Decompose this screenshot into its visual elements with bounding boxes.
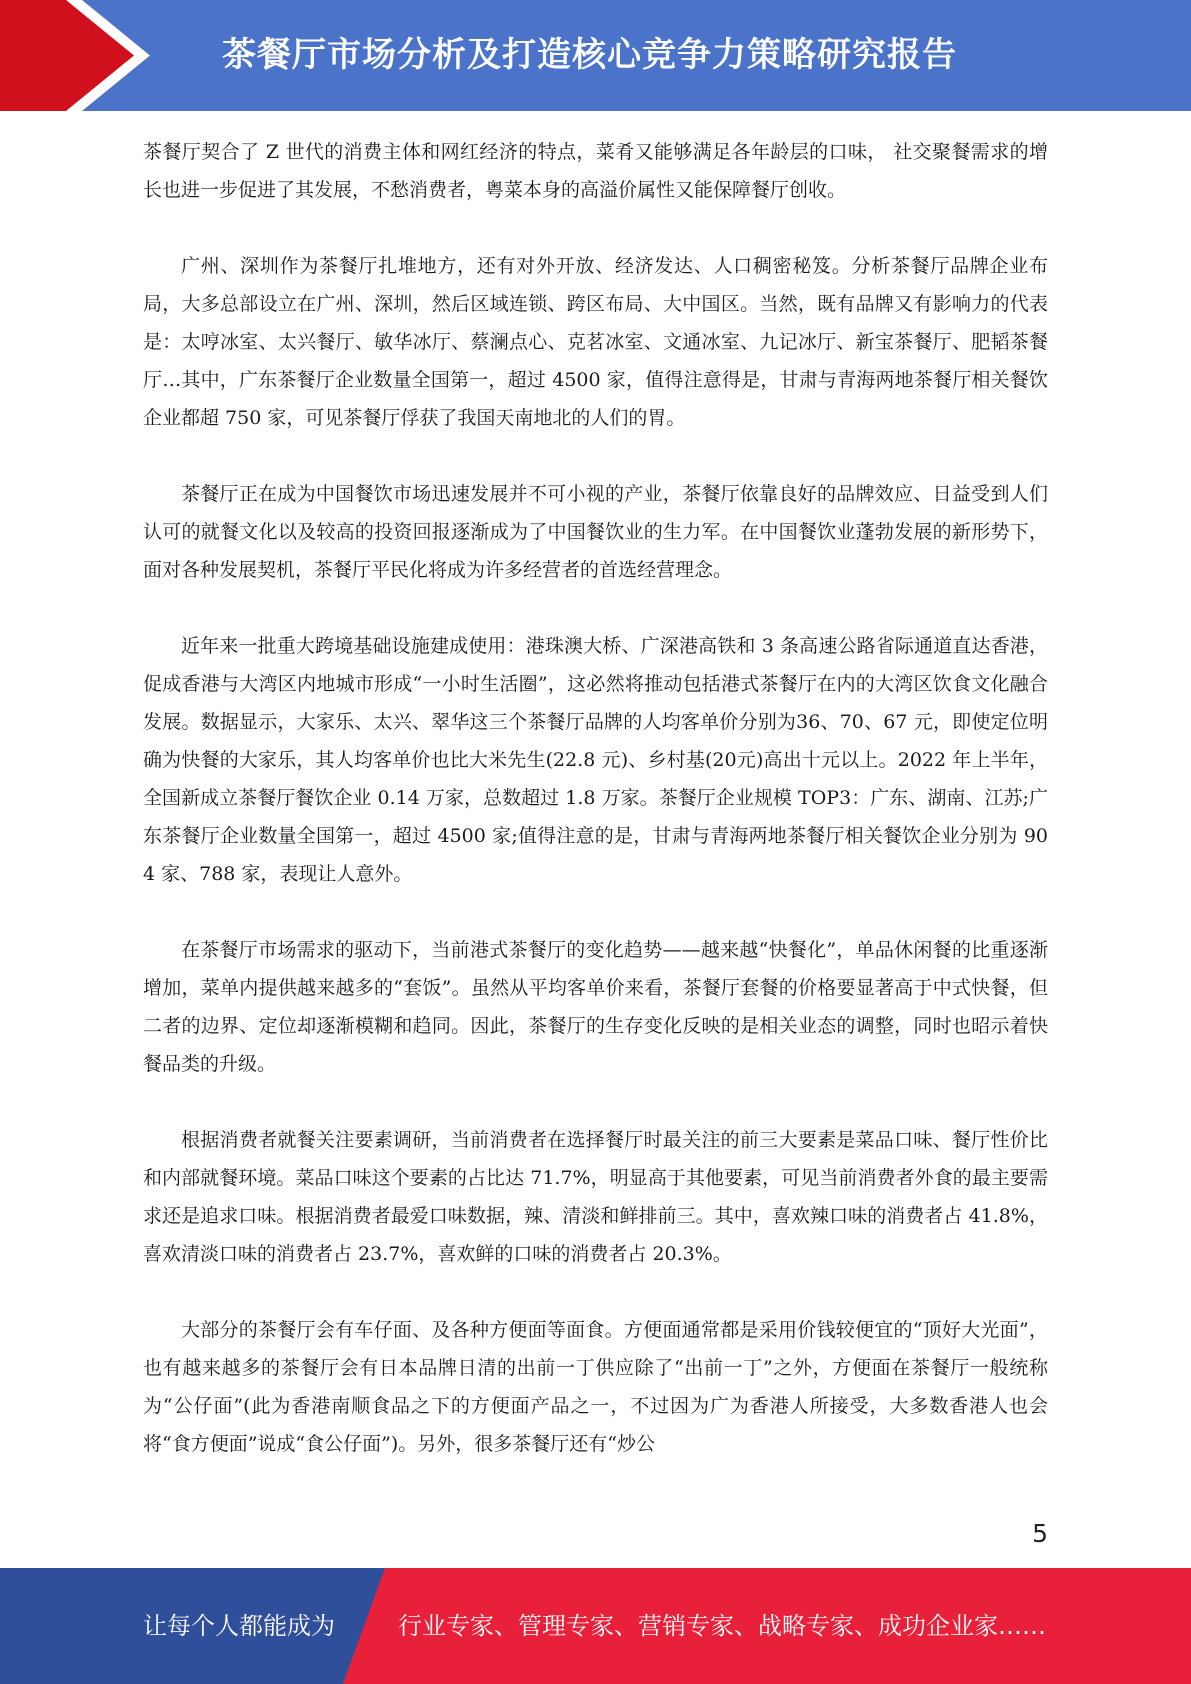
paragraph: 茶餐厅契合了 Z 世代的消费主体和网红经济的特点，菜肴又能够满足各年龄层的口味， 社交聚餐需求的增长也进一步促进了其发展，不愁消费者，粤菜本身的高溢价属性又能保障餐厅创收。: [143, 141, 1048, 201]
paragraph: 根据消费者就餐关注要素调研，当前消费者在选择餐厅时最关注的前三大要素是菜品口味、餐厅性价比和内部就餐环境。菜品口味这个要素的占比达 71.7%，明显高于其他要素，可见当前消费者外食的最主要需求还是追求口味。根据消费者最爱口味数据，辣、清淡和鲜排前三。其中，喜欢辣口味的消费者占 41.8%，喜欢清淡口味的消费者占 23.7%，喜欢鲜的口味的消费者占 20.3%。: [143, 1129, 1048, 1265]
paragraph: 茶餐厅正在成为中国餐饮市场迅速发展并不可小视的产业，茶餐厅依靠良好的品牌效应、日益受到人们认可的就餐文化以及较高的投资回报逐渐成为了中国餐饮业的生力军。在中国餐饮业蓬勃发展的新形势下，面对各种发展契机，茶餐厅平民化将成为许多经营者的首选经营理念。: [143, 483, 1048, 581]
footer-slogan-left: 让每个人都能成为: [143, 1612, 335, 1640]
footer-slogan-right: 行业专家、管理专家、营销专家、战略专家、成功企业家……: [398, 1612, 1046, 1640]
report-title: 茶餐厅市场分析及打造核心竞争力策略研究报告: [222, 35, 957, 75]
page-number: 5: [1032, 1519, 1048, 1548]
report-body: [143, 133, 1048, 1501]
paragraph: 大部分的茶餐厅会有车仔面、及各种方便面等面食。方便面通常都是采用价钱较便宜的“顶好大光面”，也有越来越多的茶餐厅会有日本品牌日清的出前一丁供应除了“出前一丁”之外，方便面在茶餐厅一般统称为“公仔面”(此为香港南顺食品之下的方便面产品之一，不过因为广为香港人所接受，大多数香港人也会将“食方便面”说成“食公仔面”)。另外，很多茶餐厅还有“炒公: [143, 1319, 1048, 1455]
paragraph: 广州、深圳作为茶餐厅扎堆地方，还有对外开放、经济发达、人口稠密秘笈。分析茶餐厅品牌企业布局，大多总部设立在广州、深圳，然后区域连锁、跨区布局、大中国区。当然，既有品牌又有影响力的代表是：太哼冰室、太兴餐厅、敏华冰厅、蔡澜点心、克茗冰室、文通冰室、九记冰厅、新宝茶餐厅、肥韬茶餐厅…其中，广东茶餐厅企业数量全国第一，超过 4500 家，值得注意得是，甘肃与青海两地茶餐厅相关餐饮企业都超 750 家，可见茶餐厅俘获了我国天南地北的人们的胃。: [143, 255, 1048, 429]
footer-banner: [0, 1568, 1191, 1684]
report-header: [0, 0, 1191, 111]
paragraph: 在茶餐厅市场需求的驱动下，当前港式茶餐厅的变化趋势——越来越“快餐化”，单品休闲餐的比重逐渐增加，菜单内提供越来越多的“套饭”。虽然从平均客单价来看，茶餐厅套餐的价格要显著高于中式快餐，但二者的边界、定位却逐渐模糊和趋同。因此，茶餐厅的生存变化反映的是相关业态的调整，同时也昭示着快餐品类的升级。: [143, 939, 1048, 1075]
red-arrow-decoration: [0, 0, 150, 111]
paragraph: 近年来一批重大跨境基础设施建成使用：港珠澳大桥、广深港高铁和 3 条高速公路省际通道直达香港，促成香港与大湾区内地城市形成“一小时生活圈”，这必然将推动包括港式茶餐厅在内的大湾区饮食文化融合发展。数据显示，大家乐、太兴、翠华这三个茶餐厅品牌的人均客单价分别为36、70、67 元，即使定位明确为快餐的大家乐，其人均客单价也比大米先生(22.8 元)、乡村基(20元)高出十元以上。2022 年上半年，全国新成立茶餐厅餐饮企业 0.14 万家，总数超过 1.8 万家。茶餐厅企业规模 TOP3：广东、湖南、江苏;广东茶餐厅企业数量全国第一，超过 4500 家;值得注意的是，甘肃与青海两地茶餐厅相关餐饮企业分别为 904 家、788 家，表现让人意外。: [143, 635, 1048, 885]
